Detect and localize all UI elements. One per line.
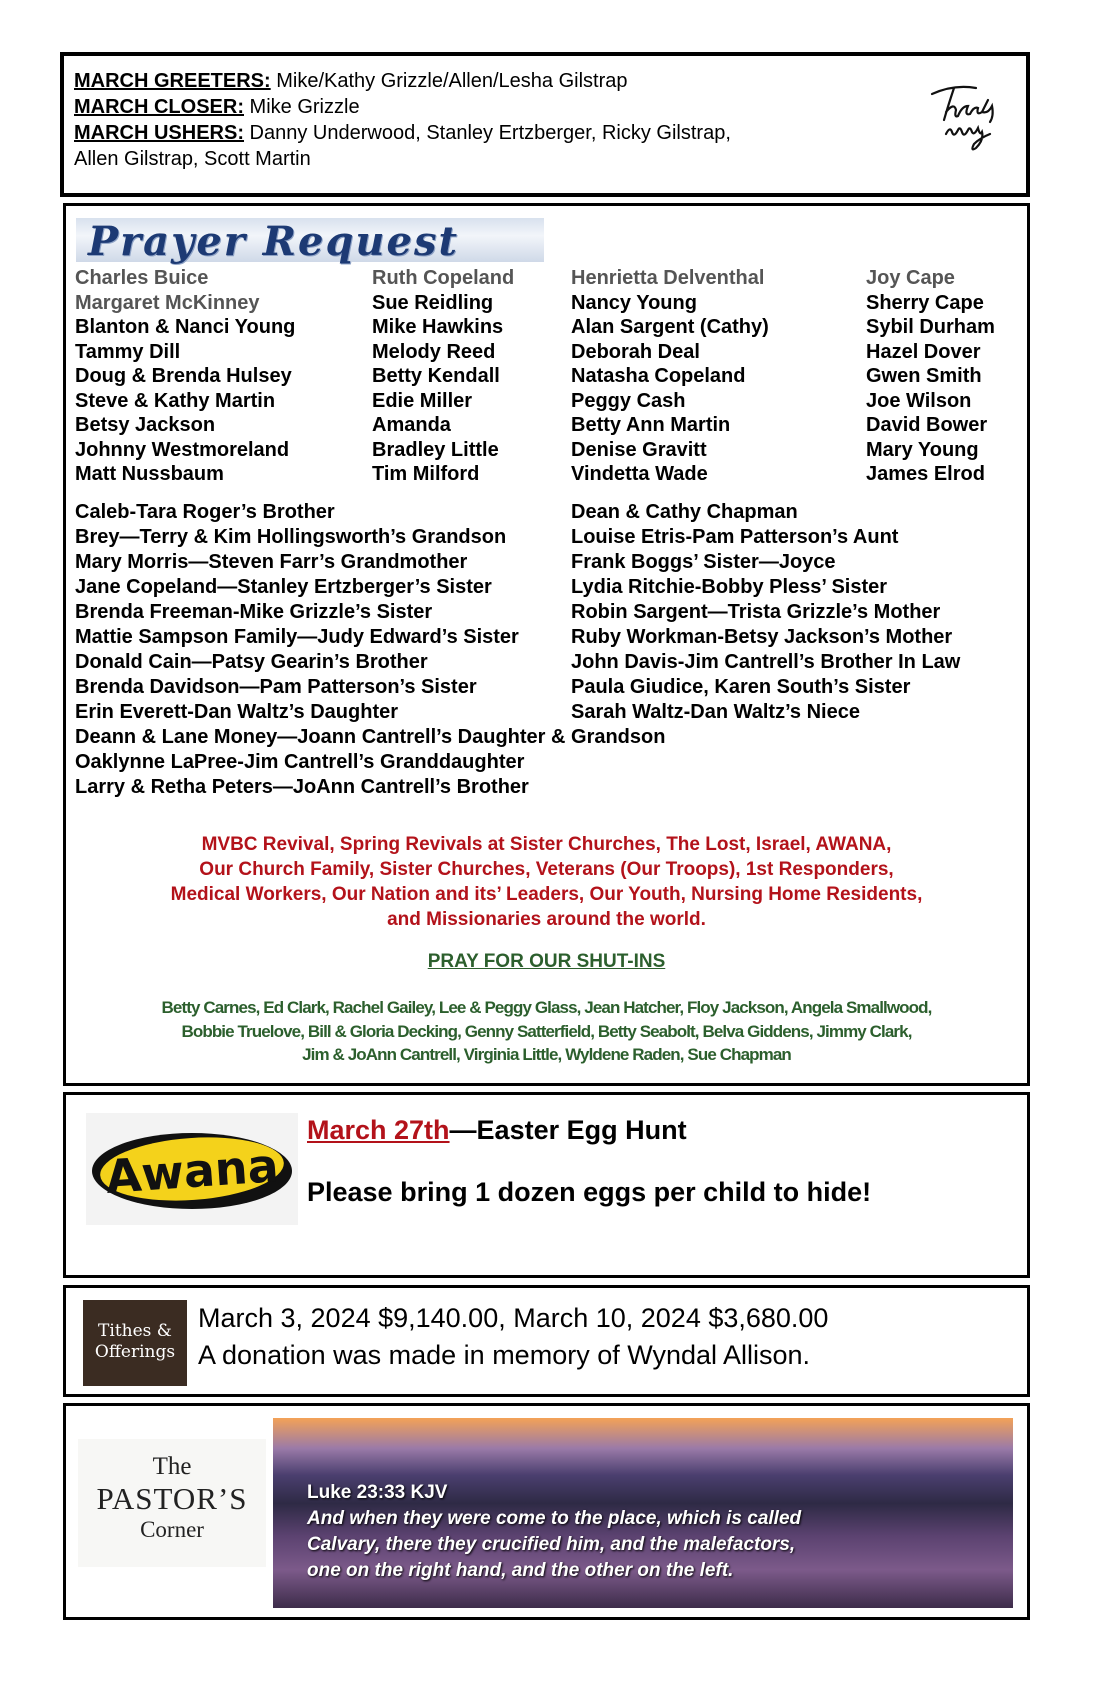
awana-box [63,1092,1030,1278]
prayer-name: Joy Cape [866,267,955,289]
prayer-name: Ruby Workman-Betsy Jackson’s Mother [571,626,953,648]
awana-logo-text: Awana [103,1138,281,1204]
prayer-name: Sarah Waltz-Dan Waltz’s Niece [571,701,860,723]
prayer-name: Johnny Westmoreland [75,438,290,461]
prayer-name: Betty Kendall [372,365,500,387]
shutins-heading: PRAY FOR OUR SHUT-INS [427,951,666,972]
prayer-name: Peggy Cash [571,389,686,412]
prayer-name: Betty Ann Martin [571,414,731,436]
prayer-name: Mike Hawkins [372,316,504,338]
prayer-long-right [571,500,960,725]
awana-date: March 27th [307,1115,450,1145]
awana-note: Please bring 1 dozen eggs per child to hide! [307,1177,872,1207]
pastors-corner-pastors: PASTOR’S [96,1481,248,1516]
prayer-name: Tammy Dill [75,340,181,363]
closer-line [74,94,360,120]
prayer-name: Bradley Little [372,438,499,461]
prayer-name: Erin Everett-Dan Waltz’s Daughter [75,701,399,723]
awana-logo-image [86,1113,298,1225]
prayer-name: Alan Sargent (Cathy) [571,316,769,338]
scripture-reference: Luke 23:33 KJV [307,1482,448,1503]
prayer-name: Caleb-Tara Roger’s Brother [75,501,335,523]
prayer-column-2 [372,266,514,487]
prayer-name: Sue Reidling [372,291,494,314]
prayer-name: Dean & Cathy Chapman [571,501,798,523]
awana-event-line [307,1115,687,1146]
prayer-name: Donald Cain—Patsy Gearin’s Brother [75,651,428,673]
prayer-name: Doug & Brenda Hulsey [75,365,292,387]
tithes-logo-line: Offerings [94,1342,176,1362]
prayer-name: Denise Gravitt [571,438,707,461]
prayer-name: Charles Buice [75,267,209,289]
prayer-name: Sybil Durham [866,316,995,338]
prayer-name: John Davis-Jim Cantrell’s Brother In Law [571,651,961,673]
pastors-corner-the: The [152,1453,192,1480]
prayer-name: Robin Sargent—Trista Grizzle’s Mother [571,601,941,623]
prayer-request-box [63,203,1030,1086]
tithes-logo-line: Tithes & [98,1321,172,1341]
prayer-name: Paula Giudice, Karen South’s Sister [571,676,911,698]
prayer-name: Mary Morris—Steven Farr’s Grandmother [75,551,468,573]
shutins-list [66,996,1027,1067]
tithes-amounts: March 3, 2024 $9,140.00, March 10, 2024 $3,680.00 [198,1303,829,1333]
prayer-name: Betsy Jackson [75,414,216,436]
awana-logo [86,1113,298,1225]
prayer-name: Oaklynne LaPree-Jim Cantrell’s Granddaughter [75,751,525,773]
awana-event: —Easter Egg Hunt [449,1115,687,1145]
pastors-corner-logo [78,1439,266,1567]
prayer-name: Larry & Retha Peters—JoAnn Cantrell’s Brother [75,776,529,798]
scripture-text [307,1480,801,1584]
prayer-name: Gwen Smith [866,365,982,387]
prayer-name: Ruth Copeland [372,267,515,289]
prayer-name: David Bower [866,414,988,436]
closer-label: MARCH CLOSER: [74,96,244,118]
prayer-name: Henrietta Delventhal [571,267,765,289]
prayer-name: Brey—Terry & Kim Hollingsworth’s Grandson [75,526,507,548]
prayer-name: Amanda [372,414,451,436]
thank-you-script-image [924,76,1004,156]
prayer-name: Sherry Cape [866,291,984,314]
prayer-name: Lydia Ritchie-Bobby Pless’ Sister [571,576,888,598]
prayer-name: Mary Young [866,438,979,461]
tithes-box [63,1285,1030,1397]
prayer-request-title: Prayer Request [88,218,459,265]
prayer-topics-line: Our Church Family, Sister Churches, Veterans (Our Troops), 1st Responders, [199,859,894,880]
prayer-name: Brenda Davidson—Pam Patterson’s Sister [75,676,477,698]
prayer-column-1 [75,266,295,487]
scripture-line: Calvary, there they crucified him, and the malefactors, [307,1534,796,1555]
shutins-line: Betty Carnes, Ed Clark, Rachel Gailey, Lee & Peggy Glass, Jean Hatcher, Floy Jackson, Angela Smallwood, [161,998,932,1017]
prayer-name: Nancy Young [571,291,697,314]
scripture-image [273,1418,1013,1608]
prayer-name: Vindetta Wade [571,463,708,485]
prayer-name: Steve & Kathy Martin [75,389,276,412]
prayer-name: Tim Milford [372,463,480,485]
prayer-name: Melody Reed [372,340,496,363]
shutins-line: Jim & JoAnn Cantrell, Virginia Little, Wyldene Raden, Sue Chapman [302,1045,791,1064]
greeters-label: MARCH GREETERS: [74,70,271,92]
prayer-name: Louise Etris-Pam Patterson’s Aunt [571,526,899,548]
prayer-name: Brenda Freeman-Mike Grizzle’s Sister [75,601,433,623]
ushers-line [74,120,731,146]
prayer-name: Edie Miller [372,389,473,412]
prayer-name: Deborah Deal [571,340,700,363]
prayer-name: Margaret McKinney [75,291,260,314]
closer-value: Mike Grizzle [244,96,360,118]
greeters-value: Mike/Kathy Grizzle/Allen/Lesha Gilstrap [270,70,628,92]
prayer-name: Matt Nussbaum [75,463,224,485]
prayer-name: Hazel Dover [866,340,981,363]
scripture-line: And when they were come to the place, which is called [307,1508,802,1529]
prayer-request-banner [76,218,544,265]
prayer-name: James Elrod [866,463,985,485]
shutins-line: Bobbie Truelove, Bill & Gloria Decking, Genny Satterfield, Betty Seabolt, Belva Giddens, Jimmy Clark, [181,1021,912,1041]
scripture-line: one on the right hand, and the other on the left. [307,1560,734,1581]
prayer-topics-line: MVBC Revival, Spring Revivals at Sister Churches, The Lost, Israel, AWANA, [201,834,892,855]
pastors-corner-corner: Corner [140,1517,204,1542]
prayer-topics-line: Medical Workers, Our Nation and its’ Leaders, Our Youth, Nursing Home Residents, [170,884,923,905]
prayer-column-4 [866,266,995,487]
tithes-memorial: A donation was made in memory of Wyndal Allison. [198,1340,811,1370]
ushers-value: Danny Underwood, Stanley Ertzberger, Ricky Gilstrap, [244,122,731,144]
prayer-name: Jane Copeland—Stanley Ertzberger’s Sister [75,576,492,598]
prayer-column-3 [571,266,769,487]
ushers-label: MARCH USHERS: [74,122,244,144]
tithes-logo [83,1300,187,1386]
prayer-name: Natasha Copeland [571,365,746,387]
greeters-line [74,68,627,94]
prayer-name: Joe Wilson [866,389,972,412]
prayer-name: Frank Boggs’ Sister—Joyce [571,551,836,573]
prayer-name: Deann & Lane Money—Joann Cantrell’s Daughter & Grandson [75,726,666,748]
prayer-name: Blanton & Nanci Young [75,316,296,338]
pastors-corner-box [63,1403,1030,1620]
ushers-line-2: Allen Gilstrap, Scott Martin [74,148,311,170]
prayer-name: Mattie Sampson Family—Judy Edward’s Sister [75,626,519,648]
prayer-topics [66,832,1027,932]
prayer-topics-line: and Missionaries around the world. [387,909,706,930]
greeters-box [60,52,1030,197]
